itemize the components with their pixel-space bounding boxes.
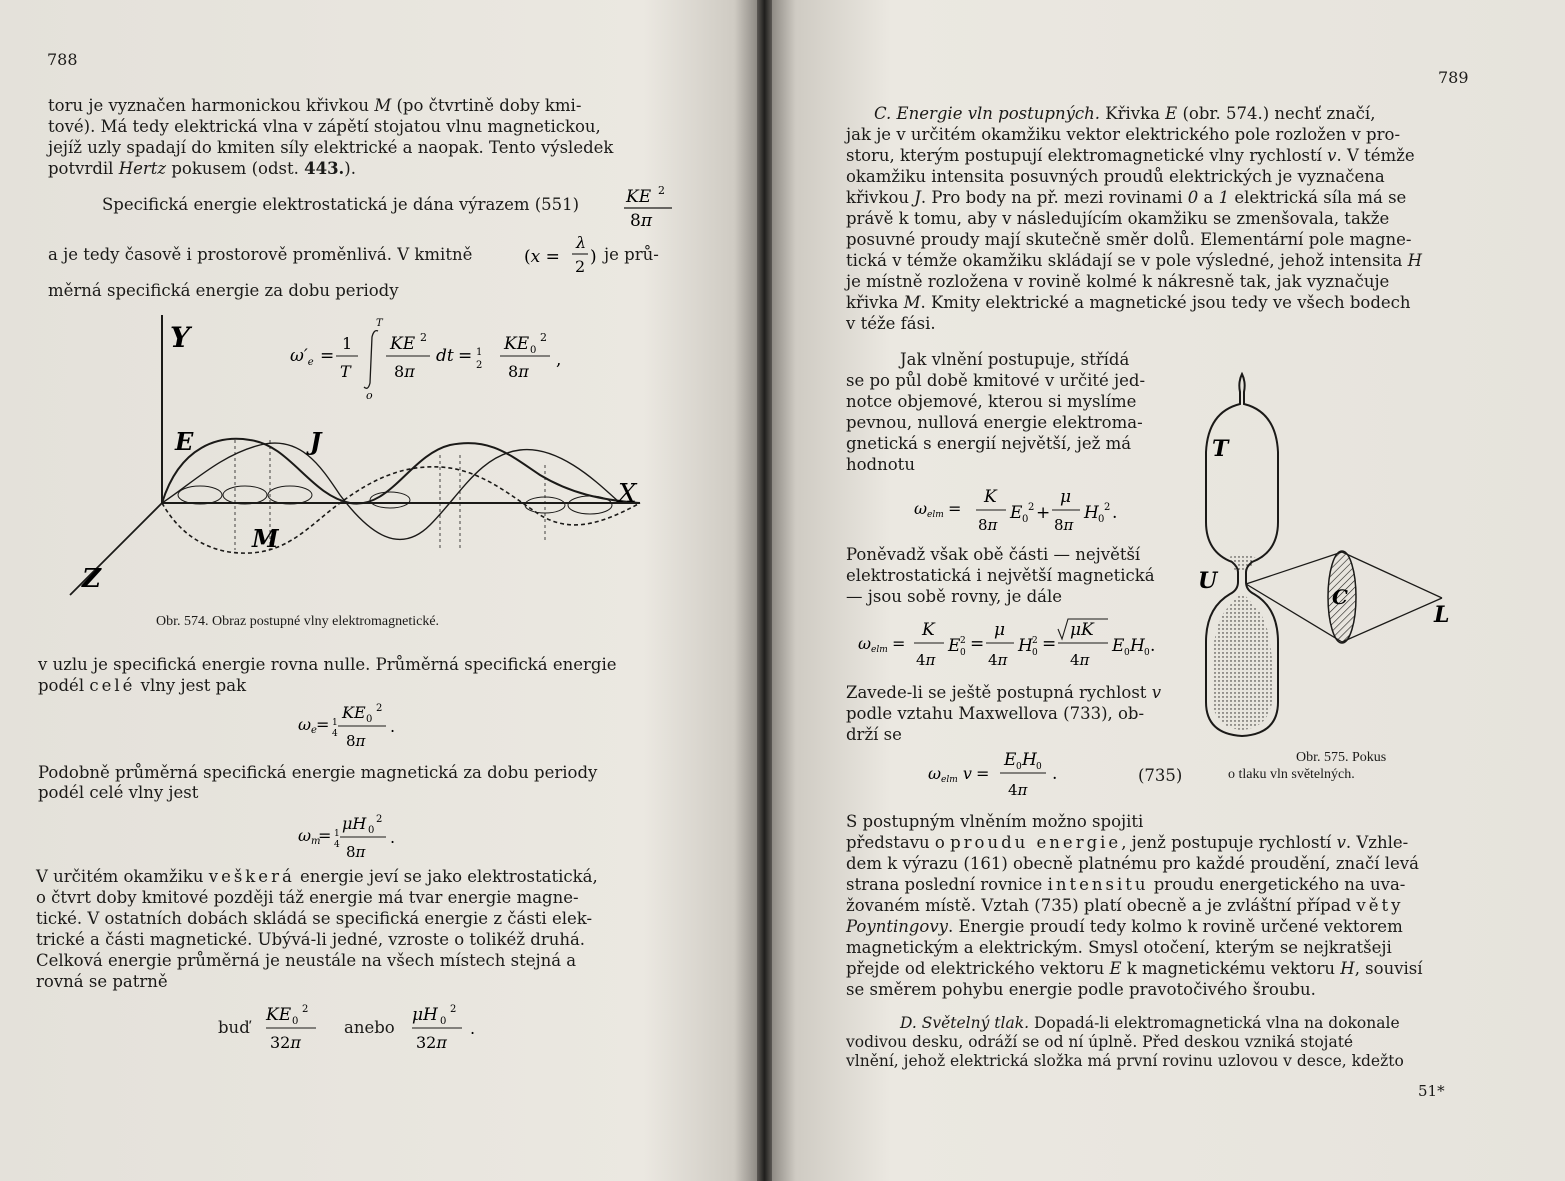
svg-text:H: H: [1018, 636, 1033, 656]
svg-text:H: H: [1022, 750, 1037, 770]
text-line: V určitém okamžiku veškerá energie jeví se jako elektrostatická,: [36, 867, 598, 886]
svg-text:=: =: [318, 826, 332, 845]
svg-text:2: 2: [1104, 502, 1111, 513]
svg-text:0: 0: [1016, 762, 1022, 772]
text-line: křivka M. Kmity elektrické a magnetické jsou tedy ve všech bodech: [846, 293, 1411, 312]
svg-text:8π: 8π: [346, 732, 366, 750]
text-anebo: anebo: [344, 1018, 395, 1037]
text-line: představu o proudu energie, jenž postupuje rychlostí v. Vzhle-: [846, 833, 1409, 852]
formula-ke2-8pi: [620, 184, 680, 237]
svg-text:4: 4: [332, 729, 338, 739]
label-t: T: [1212, 436, 1229, 462]
svg-text:4π: 4π: [988, 651, 1008, 669]
figure-575-caption-line1: Obr. 575. Pokus: [1296, 750, 1387, 765]
svg-text:μH: μH: [342, 814, 367, 833]
text-line: tické. V ostatních dobách skládá se specifická energie z části elek-: [36, 909, 593, 928]
svg-text:2: 2: [1028, 502, 1035, 513]
text-line: se směrem pohybu energie podle pravotočivého šroubu.: [846, 980, 1316, 999]
svg-text:8π: 8π: [1054, 516, 1074, 534]
svg-text:K: K: [922, 620, 935, 640]
curve-label-j: J: [310, 427, 322, 456]
label-c: C: [1332, 585, 1348, 609]
svg-text:2: 2: [960, 636, 966, 646]
text-line: podél celé vlny jest: [38, 783, 199, 802]
svg-text:.: .: [390, 717, 396, 736]
figure-574-caption: Obr. 574. Obraz postupné vlny elektromagnetické.: [156, 614, 440, 629]
svg-text:2: 2: [575, 257, 586, 276]
formula-omega-elm-sqrt: [858, 613, 1198, 678]
text-line: trické a části magnetické. Ubývá-li jedné, vzroste o tolikéž druhá.: [36, 930, 586, 949]
svg-text:=: =: [316, 715, 330, 734]
svg-text:1: 1: [334, 829, 340, 839]
text-line: storu, kterým postupují elektromagnetické vlny rychlostí v. V témže: [846, 146, 1415, 165]
svg-text:=: =: [976, 764, 990, 783]
text-line: hodnotu: [846, 455, 915, 474]
page-number-right: 789: [1438, 68, 1469, 87]
svg-text:2: 2: [420, 331, 427, 344]
left-page: [0, 0, 757, 1181]
svg-text:2: 2: [302, 1004, 309, 1015]
svg-text:ωm: ωm: [298, 826, 321, 847]
svg-text:0: 0: [292, 1016, 299, 1027]
text-line: pevnou, nullová energie elektroma-: [846, 413, 1143, 432]
text-line: vodivou desku, odráží se od ní úplně. Před deskou vzniká stojaté: [846, 1033, 1354, 1051]
svg-text:2: 2: [540, 331, 547, 344]
text-line: vlnění, jehož elektrická složka má první rovinu uzlovou v desce, kdežto: [846, 1052, 1404, 1070]
svg-text:μK: μK: [1070, 620, 1094, 640]
svg-text:4π: 4π: [916, 651, 936, 669]
svg-text:.: .: [470, 1019, 476, 1038]
svg-text:.: .: [390, 828, 396, 847]
svg-text:T: T: [376, 318, 383, 329]
text-line: S postupným vlněním možno spojiti: [846, 812, 1144, 831]
svg-text:0: 0: [1124, 648, 1130, 658]
svg-text:.: .: [1052, 764, 1058, 784]
text-line: v uzlu je specifická energie rovna nulle. Průměrná specifická energie: [38, 655, 617, 674]
text-line: Podobně průměrná specifická energie magnetická za dobu periody: [38, 763, 598, 782]
svg-text:=: =: [970, 634, 985, 654]
svg-text:1: 1: [332, 718, 338, 728]
svg-text:KE: KE: [504, 334, 530, 354]
text-line: Poněvadž však obě části — největší: [846, 545, 1141, 564]
text-line: v téže fási.: [846, 314, 936, 333]
text-line: Specifická energie elektrostatická je dána výrazem (551): [102, 195, 580, 214]
text-line: tická v témže okamžiku skládají se v pole výsledné, jehož intensita H: [846, 251, 1422, 270]
svg-text:0: 0: [960, 648, 966, 658]
axis-label-y: Y: [170, 321, 190, 354]
svg-text:T: T: [340, 362, 351, 381]
svg-text:ωe: ωe: [298, 715, 317, 736]
figure-575-light-pressure-apparatus: [1198, 372, 1462, 744]
text-line: je prů-: [604, 245, 659, 264]
svg-text:KE: KE: [390, 334, 416, 354]
text-line: Celková energie průměrná je neustále na všech místech stejná a: [36, 951, 577, 970]
text-line: žovaném místě. Vztah (735) platí obecně a je zvláštní případ věty: [846, 896, 1404, 915]
axis-label-z: Z: [82, 564, 101, 594]
text-line: drží se: [846, 725, 902, 744]
svg-text:=: =: [948, 499, 962, 518]
text-line: jak je v určitém okamžiku vektor elektrického pole rozložen v pro-: [846, 125, 1401, 144]
signature-mark: 51*: [1418, 1082, 1445, 1100]
svg-text:0: 0: [1144, 648, 1150, 658]
axis-label-x: X: [618, 479, 637, 509]
svg-text:E: E: [1010, 503, 1023, 523]
svg-text:0: 0: [440, 1016, 447, 1027]
text-line: je místně rozložena v rovině kolmé k nákresně tak, jak vyznačuje: [846, 272, 1390, 291]
svg-text:.: .: [1150, 636, 1156, 656]
svg-text:0: 0: [1022, 514, 1029, 525]
svg-text:=: =: [458, 346, 473, 366]
svg-text:.: .: [1112, 503, 1118, 523]
text-bud: buď: [218, 1018, 250, 1037]
text-line: strana poslední rovnice intensitu proudu energetického na uva-: [846, 875, 1406, 894]
text-line: okamžiku intensita posuvných proudů elektrických je vyznačena: [846, 167, 1385, 186]
formula-muh0-32pi: [408, 998, 488, 1059]
svg-text:4π: 4π: [1008, 781, 1028, 799]
svg-text:1: 1: [342, 334, 353, 353]
text-line: elektrostatická i největší magnetická: [846, 566, 1155, 585]
right-page: [772, 0, 1565, 1181]
svg-text:0: 0: [1032, 648, 1038, 658]
formula-x-lambda: [524, 232, 604, 287]
svg-text:H: H: [1130, 636, 1145, 656]
svg-text:μH: μH: [412, 1005, 438, 1025]
svg-text:8π: 8π: [346, 843, 366, 861]
text-line: tové). Má tedy elektrická vlna v zápětí stojatou vlnu magnetickou,: [48, 117, 601, 136]
formula-omega-elm: [914, 480, 1154, 541]
svg-text:8π: 8π: [978, 516, 998, 534]
svg-text:0: 0: [366, 714, 373, 725]
text-line: toru je vyznačen harmonickou křivkou M (po čtvrtině doby kmi-: [48, 96, 582, 115]
svg-text:,: ,: [556, 350, 562, 370]
svg-text:μ: μ: [1060, 487, 1072, 507]
text-line: rovná se patrně: [36, 972, 168, 991]
text-line: o čtvrt doby kmitové později táž energie má tvar energie magne-: [36, 888, 579, 907]
text-line: notce objemové, kterou si myslíme: [846, 392, 1137, 411]
book-gutter: [757, 0, 772, 1181]
formula-735: [928, 745, 1088, 806]
svg-text:(x =: (x =: [524, 247, 560, 267]
svg-text:2: 2: [658, 184, 665, 197]
text-line: podél celé vlny jest pak: [38, 676, 247, 695]
svg-text:4π: 4π: [1070, 651, 1090, 669]
svg-text:H: H: [1084, 503, 1099, 523]
svg-text:0: 0: [368, 825, 375, 836]
svg-text:=: =: [1042, 634, 1057, 654]
text-line: C. Energie vln postupných. Křivka E (obr. 574.) nechť značí,: [874, 104, 1376, 123]
svg-text:8π: 8π: [508, 362, 529, 381]
figure-575-caption-line2: o tlaku vln světelných.: [1228, 767, 1355, 782]
svg-text:0: 0: [1036, 762, 1042, 772]
text-line: gnetická s energií největší, jež má: [846, 434, 1132, 453]
svg-text:32π: 32π: [416, 1033, 447, 1052]
svg-text:32π: 32π: [270, 1033, 301, 1052]
svg-text:=: =: [892, 634, 906, 653]
text-line: podle vztahu Maxwellova (733), ob-: [846, 704, 1145, 723]
equation-number: (735): [1138, 766, 1183, 785]
text-line: právě k tomu, aby v následujícím okamžiku se zmenšovala, takže: [846, 209, 1390, 228]
curve-label-e: E: [175, 427, 194, 456]
label-l: L: [1434, 602, 1450, 628]
text-line: dem k výrazu (161) obecně platnému pro každé proudění, značí levá: [846, 854, 1419, 873]
svg-text:2: 2: [1032, 636, 1038, 646]
text-line: Poyntingovy. Energie proudí tedy kolmo k rovině určené vektorem: [846, 917, 1403, 936]
text-line: Zavede-li se ještě postupná rychlost v: [846, 683, 1162, 702]
svg-text:E: E: [1004, 750, 1017, 770]
svg-text:KE: KE: [342, 703, 366, 722]
text-line: křivkou J. Pro body na př. mezi rovinami 0 a 1 elektrická síla má se: [846, 188, 1407, 207]
formula-ke0-32pi: [262, 998, 332, 1059]
svg-text:KE: KE: [626, 187, 652, 207]
svg-text:1: 1: [476, 347, 483, 358]
formula-omega-m: [298, 807, 408, 868]
svg-text:8π: 8π: [394, 362, 415, 381]
svg-text:o: o: [366, 389, 373, 402]
svg-text:2: 2: [376, 814, 383, 825]
svg-text:λ: λ: [576, 233, 587, 252]
text-line: Jak vlnění postupuje, střídá: [900, 350, 1130, 369]
text-line: D. Světelný tlak. Dopadá-li elektromagnetická vlna na dokonale: [900, 1014, 1400, 1032]
curve-label-m: M: [252, 524, 279, 553]
svg-text:2: 2: [476, 360, 483, 371]
text-line: potvrdil Hertz pokusem (odst. 443.).: [48, 159, 356, 178]
text-line: a je tedy časově i prostorově proměnlivá. V kmitně: [48, 245, 473, 264]
svg-text:2: 2: [376, 703, 383, 714]
text-line: magnetickým a elektrickým. Smysl otočení, kterým se nejkratšeji: [846, 938, 1392, 957]
text-line: — jsou sobě rovny, je dále: [846, 587, 1063, 606]
svg-text:): ): [590, 247, 597, 267]
svg-text:dt: dt: [436, 346, 454, 366]
label-u: U: [1198, 568, 1218, 594]
svg-text:=: =: [320, 346, 335, 366]
text-line: posuvné proudy mají skutečně směr dolů. Elementární pole magne-: [846, 230, 1412, 249]
svg-text:E: E: [948, 636, 961, 656]
svg-text:0: 0: [1098, 514, 1105, 525]
svg-text:ω′e: $\omega'_e$: [290, 346, 314, 368]
page-number-left: 788: [47, 50, 78, 69]
svg-text:KE: KE: [266, 1005, 292, 1025]
svg-text:μ: μ: [994, 620, 1006, 640]
text-line: měrná specifická energie za dobu periody: [48, 281, 399, 300]
formula-omega-e: [298, 698, 408, 759]
svg-text:4: 4: [334, 840, 340, 850]
svg-text:8π: 8π: [630, 211, 653, 231]
text-line: jejíž uzly spadají do kmiten síly elektrické a naopak. Tento výsledek: [48, 138, 614, 157]
text-line: se po půl době kmitové v určité jed-: [846, 371, 1146, 390]
svg-text:2: 2: [450, 1004, 457, 1015]
svg-text:K: K: [984, 487, 997, 507]
text-line: přejde od elektrického vektoru E k magnetickému vektoru H, souvisí: [846, 959, 1423, 978]
svg-text:+: +: [1036, 503, 1051, 523]
svg-text:ωelm: ωelm: [914, 499, 944, 520]
figure-574-wave-diagram: [40, 305, 680, 610]
svg-text:E: E: [1112, 636, 1125, 656]
svg-text:ωelm v: ωelm v: [928, 764, 972, 785]
svg-text:ωelm: ωelm: [858, 634, 888, 655]
svg-text:0: 0: [530, 345, 537, 356]
